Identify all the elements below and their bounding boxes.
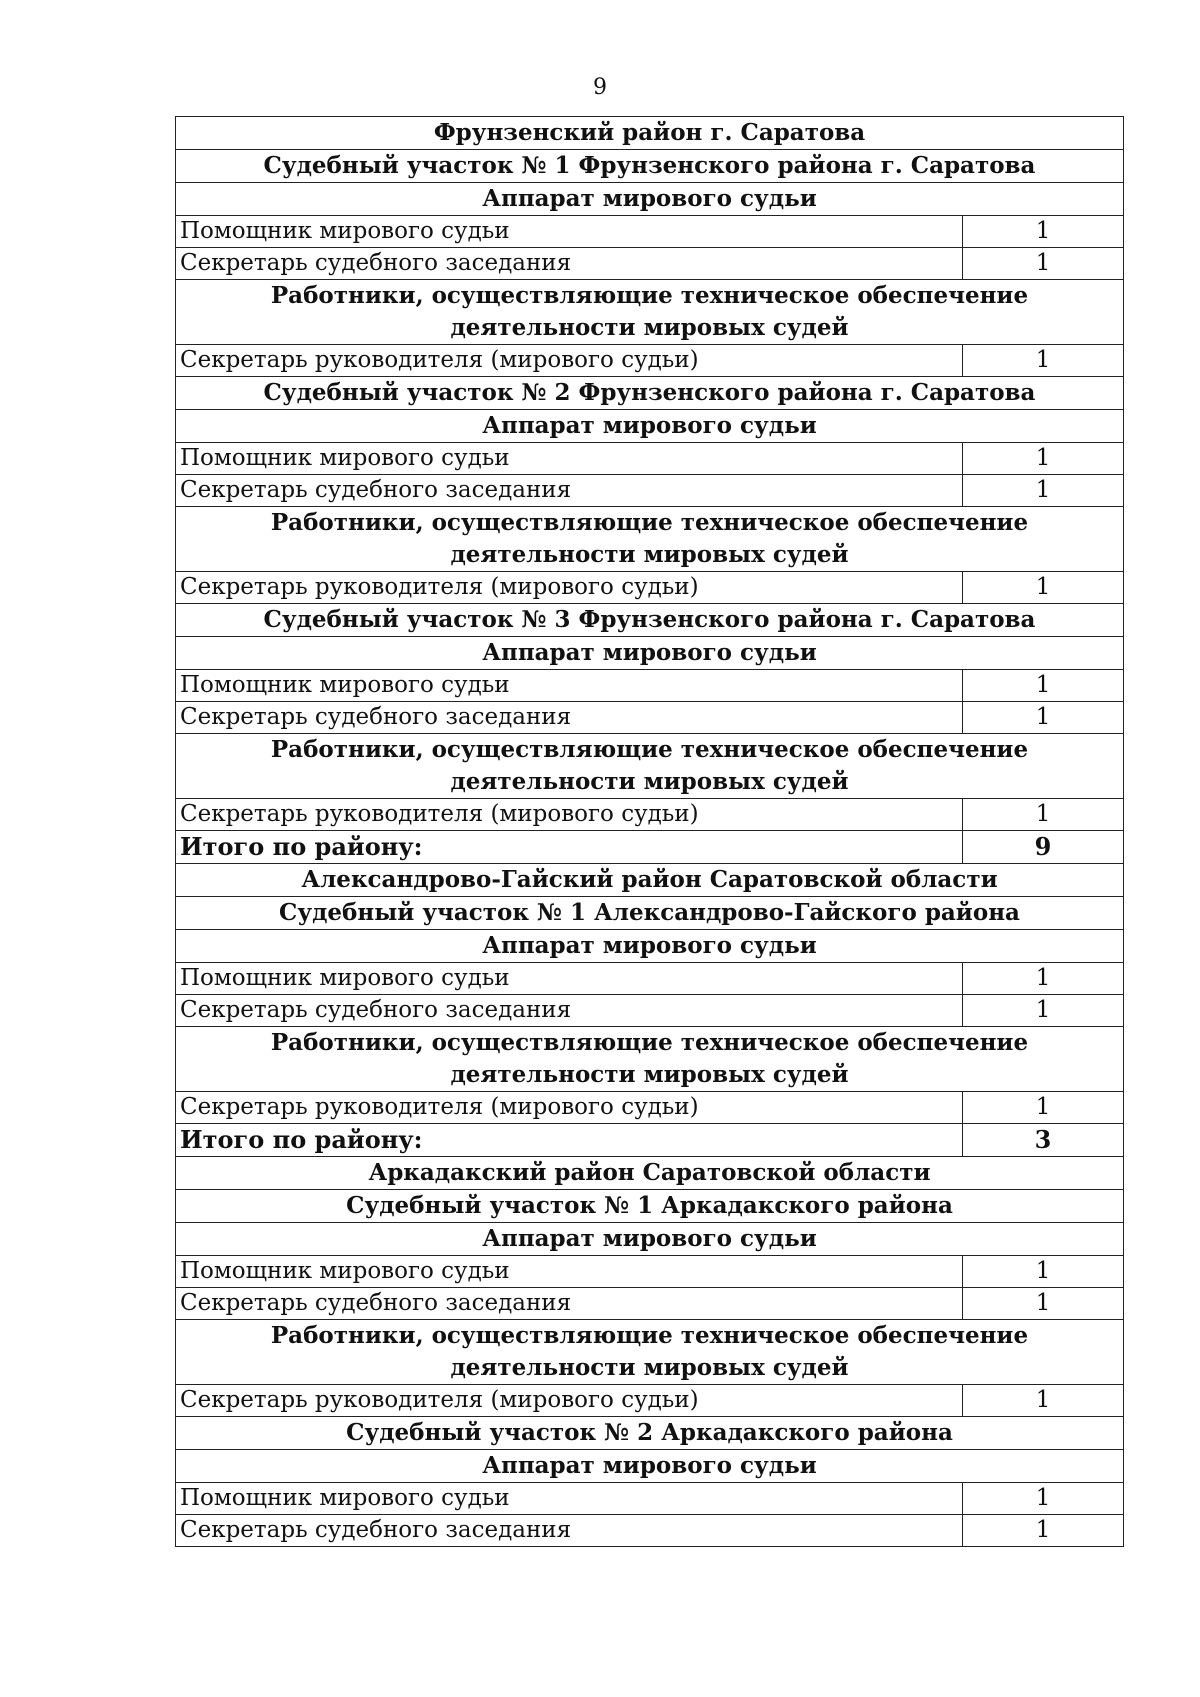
section-heading: Работники, осуществляющие техническое обеспечение деятельности мировых судей <box>176 734 1124 799</box>
total-label: Итого по району: <box>176 1124 963 1157</box>
position-title: Секретарь судебного заседания <box>176 248 963 280</box>
position-row <box>176 475 1124 507</box>
heading-row <box>176 507 1124 572</box>
position-row <box>176 702 1124 734</box>
position-title: Помощник мирового судьи <box>176 963 963 995</box>
position-title: Помощник мирового судьи <box>176 670 963 702</box>
position-title: Секретарь руководителя (мирового судьи) <box>176 345 963 377</box>
heading-row <box>176 410 1124 443</box>
section-heading: Судебный участок № 1 Аркадакского района <box>176 1190 1124 1223</box>
heading-row <box>176 734 1124 799</box>
section-heading: Аппарат мирового судьи <box>176 410 1124 443</box>
heading-row <box>176 1417 1124 1450</box>
heading-row <box>176 1027 1124 1092</box>
heading-row <box>176 604 1124 637</box>
position-count: 1 <box>963 1385 1124 1417</box>
position-row <box>176 216 1124 248</box>
position-row <box>176 1288 1124 1320</box>
heading-row <box>176 183 1124 216</box>
total-label: Итого по району: <box>176 831 963 864</box>
section-heading: Работники, осуществляющие техническое обеспечение деятельности мировых судей <box>176 507 1124 572</box>
position-row <box>176 345 1124 377</box>
position-row <box>176 1483 1124 1515</box>
position-title: Секретарь руководителя (мирового судьи) <box>176 1385 963 1417</box>
heading-row <box>176 637 1124 670</box>
section-heading: Аппарат мирового судьи <box>176 1223 1124 1256</box>
heading-row <box>176 150 1124 183</box>
position-count: 1 <box>963 1256 1124 1288</box>
position-count: 1 <box>963 345 1124 377</box>
total-row <box>176 831 1124 864</box>
position-title: Секретарь руководителя (мирового судьи) <box>176 1092 963 1124</box>
position-count: 1 <box>963 799 1124 831</box>
section-heading: Фрунзенский район г. Саратова <box>176 117 1124 150</box>
position-count: 1 <box>963 1288 1124 1320</box>
heading-row <box>176 1190 1124 1223</box>
position-row <box>176 1385 1124 1417</box>
position-count: 1 <box>963 1515 1124 1547</box>
section-heading: Судебный участок № 1 Александрово-Гайского района <box>176 897 1124 930</box>
position-row <box>176 1092 1124 1124</box>
section-heading: Судебный участок № 3 Фрунзенского района г. Саратова <box>176 604 1124 637</box>
position-title: Секретарь руководителя (мирового судьи) <box>176 799 963 831</box>
position-count: 1 <box>963 216 1124 248</box>
section-heading: Аппарат мирового судьи <box>176 1450 1124 1483</box>
position-title: Секретарь судебного заседания <box>176 995 963 1027</box>
position-title: Помощник мирового судьи <box>176 1483 963 1515</box>
position-count: 1 <box>963 995 1124 1027</box>
position-count: 1 <box>963 1483 1124 1515</box>
position-row <box>176 1515 1124 1547</box>
section-heading: Судебный участок № 1 Фрунзенского района г. Саратова <box>176 150 1124 183</box>
position-row <box>176 995 1124 1027</box>
position-title: Помощник мирового судьи <box>176 443 963 475</box>
staff-table-body <box>176 117 1124 1547</box>
position-row <box>176 1256 1124 1288</box>
position-title: Помощник мирового судьи <box>176 1256 963 1288</box>
heading-row <box>176 930 1124 963</box>
position-count: 1 <box>963 702 1124 734</box>
position-title: Секретарь судебного заседания <box>176 1515 963 1547</box>
position-count: 1 <box>963 443 1124 475</box>
section-heading: Работники, осуществляющие техническое обеспечение деятельности мировых судей <box>176 1027 1124 1092</box>
section-heading: Аппарат мирового судьи <box>176 183 1124 216</box>
section-heading: Аппарат мирового судьи <box>176 930 1124 963</box>
section-heading: Александрово-Гайский район Саратовской области <box>176 864 1124 897</box>
total-row <box>176 1124 1124 1157</box>
position-count: 1 <box>963 670 1124 702</box>
total-value: 3 <box>963 1124 1124 1157</box>
position-count: 1 <box>963 572 1124 604</box>
position-row <box>176 799 1124 831</box>
page-number: 9 <box>593 75 607 100</box>
heading-row <box>176 1223 1124 1256</box>
position-row <box>176 443 1124 475</box>
position-title: Помощник мирового судьи <box>176 216 963 248</box>
heading-row <box>176 897 1124 930</box>
position-title: Секретарь судебного заседания <box>176 475 963 507</box>
position-row <box>176 670 1124 702</box>
position-row <box>176 248 1124 280</box>
staff-table <box>175 116 1124 1547</box>
section-heading: Аппарат мирового судьи <box>176 637 1124 670</box>
section-heading: Аркадакский район Саратовской области <box>176 1157 1124 1190</box>
position-title: Секретарь судебного заседания <box>176 702 963 734</box>
heading-row <box>176 1157 1124 1190</box>
position-title: Секретарь судебного заседания <box>176 1288 963 1320</box>
section-heading: Судебный участок № 2 Аркадакского района <box>176 1417 1124 1450</box>
heading-row <box>176 1320 1124 1385</box>
position-count: 1 <box>963 475 1124 507</box>
total-value: 9 <box>963 831 1124 864</box>
heading-row <box>176 1450 1124 1483</box>
position-row <box>176 572 1124 604</box>
section-heading: Работники, осуществляющие техническое обеспечение деятельности мировых судей <box>176 280 1124 345</box>
heading-row <box>176 117 1124 150</box>
heading-row <box>176 280 1124 345</box>
section-heading: Работники, осуществляющие техническое обеспечение деятельности мировых судей <box>176 1320 1124 1385</box>
section-heading: Судебный участок № 2 Фрунзенского района г. Саратова <box>176 377 1124 410</box>
position-title: Секретарь руководителя (мирового судьи) <box>176 572 963 604</box>
position-count: 1 <box>963 963 1124 995</box>
heading-row <box>176 864 1124 897</box>
heading-row <box>176 377 1124 410</box>
position-row <box>176 963 1124 995</box>
position-count: 1 <box>963 248 1124 280</box>
position-count: 1 <box>963 1092 1124 1124</box>
